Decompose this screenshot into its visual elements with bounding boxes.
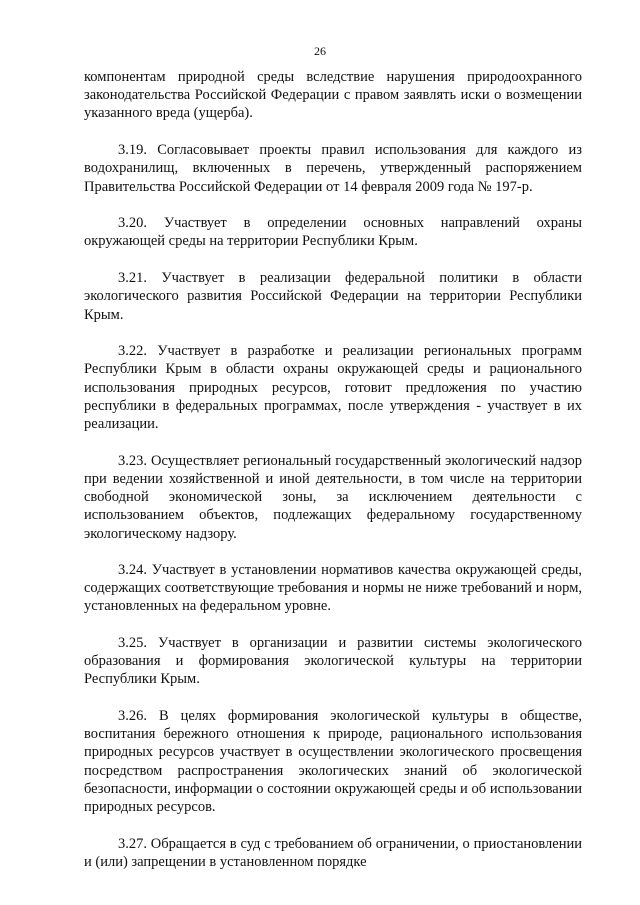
paragraph-3-22: 3.22. Участвует в разработке и реализации региональных программ Республики Крым в области охраны окружающей среды и рационального использования природных ресурсов, готовит предложения по участию республики в федеральных программах, после утверждения - участвует в их реализации.	[84, 343, 582, 433]
paragraph-3-23: 3.23. Осуществляет региональный государственный экологический надзор при ведении хозяйственной и иной деятельности, в том числе на территории свободной экономической зоны, за исключением деятельности с использованием объектов, подлежащих федеральному государственному экологическому надзору.	[84, 452, 582, 542]
paragraph-3-19: 3.19. Согласовывает проекты правил использования для каждого из водохранилищ, включенных в перечень, утвержденный распоряжением Правительства Российской Федерации от 14 февраля 2009 года № 197-р.	[84, 142, 582, 195]
paragraph-3-20: 3.20. Участвует в определении основных направлений охраны окружающей среды на территории Республики Крым.	[84, 215, 582, 250]
paragraph-3-21: 3.21. Участвует в реализации федеральной политики в области экологического развития Российской Федерации на территории Республики Крым.	[84, 270, 582, 323]
document-body	[84, 68, 582, 871]
paragraph-3-27: 3.27. Обращается в суд с требованием об ограничении, о приостановлении и (или) запрещении в установленном порядке	[84, 835, 582, 870]
paragraph-continuation: компонентам природной среды вследствие нарушения природоохранного законодательства Российской Федерации с правом заявлять иски о возмещении указанного вреда (ущерба).	[84, 69, 582, 122]
paragraph-3-26: 3.26. В целях формирования экологической культуры в обществе, воспитания бережного отношения к природе, рационального использования природных ресурсов участвует в осуществлении экологического просвещения посредством распространения экологических знаний об экологической безопасности, информации о состоянии окружающей среды и об использовании природных ресурсов.	[84, 707, 582, 815]
page-number: 26	[314, 44, 326, 58]
paragraph-3-25: 3.25. Участвует в организации и развитии системы экологического образования и формирования экологической культуры на территории Республики Крым.	[84, 634, 582, 688]
paragraph-3-24: 3.24. Участвует в установлении нормативов качества окружающей среды, содержащих соответствующие требования и нормы не ниже требований и норм, установленных на федеральном уровне.	[84, 561, 582, 615]
